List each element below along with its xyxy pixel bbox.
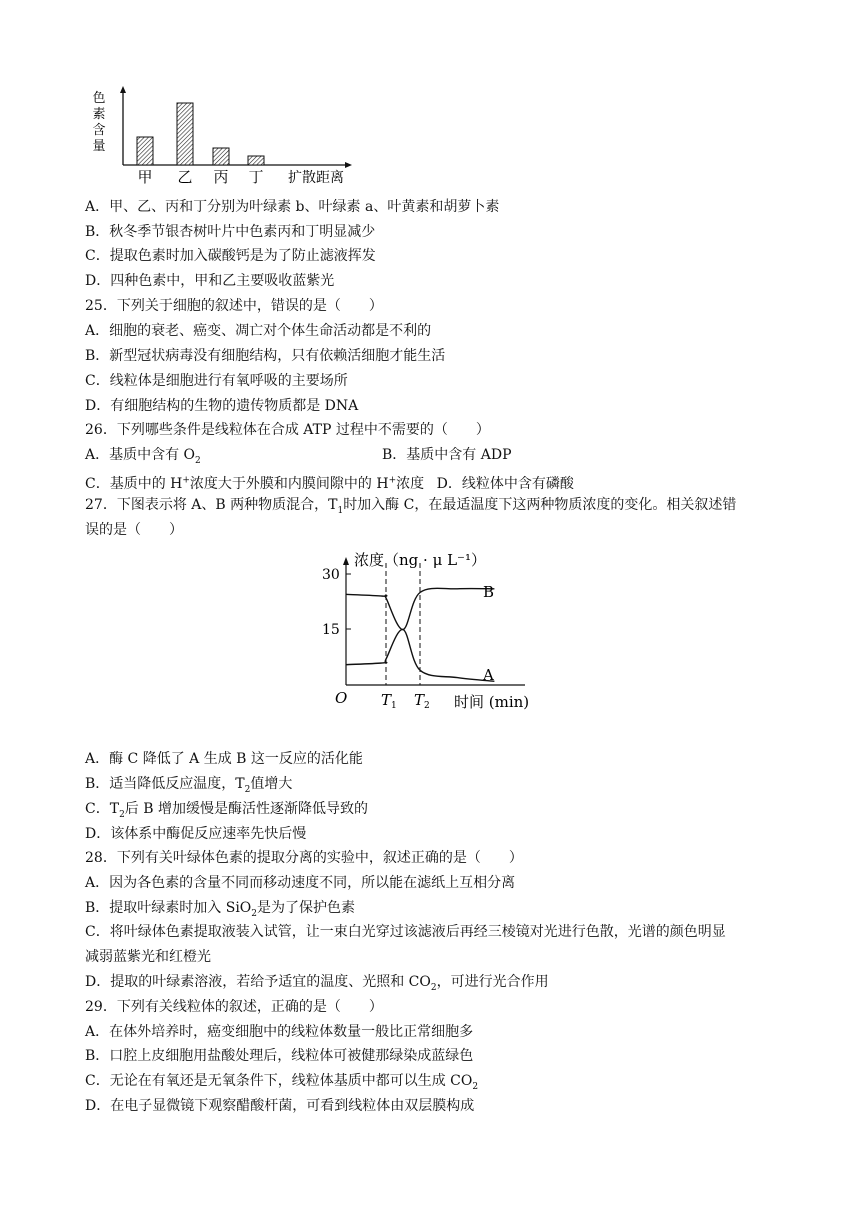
q26-stem: 26．下列哪些条件是线粒体在合成 ATP 过程中不需要的（ ） xyxy=(85,422,490,438)
t1-label: $T_1$ xyxy=(381,691,397,711)
q28-option-c-line2: 减弱蓝紫光和红橙光 xyxy=(85,949,211,965)
q27-option-a: A．酶 C 降低了 A 生成 B 这一反应的活化能 xyxy=(85,751,363,767)
q27-stem-line1: 27．下图表示将 A、B 两种物质混合，$T_1$时加入酶 C，在最适温度下这两种物质浓度的变化。相关叙述错 xyxy=(85,497,737,516)
series-a-label: A xyxy=(483,666,494,684)
q26-options-ab xyxy=(85,445,512,471)
y-axis-label-char: 量 xyxy=(92,139,106,154)
category-labels xyxy=(137,168,263,185)
q26-option-b: B．基质中含有 ADP xyxy=(382,447,512,463)
origin-label: O xyxy=(335,689,348,707)
y-axis-arrow xyxy=(120,86,126,93)
q29-option-a: A．在体外培养时，癌变细胞中的线粒体数量一般比正常细胞多 xyxy=(85,1024,474,1040)
series-b-label: B xyxy=(483,583,495,601)
bar-乙 xyxy=(177,103,193,165)
y-axis-label-char: 色 xyxy=(92,91,106,106)
category-label: 乙 xyxy=(177,168,193,185)
q24-option-b: B．秋冬季节银杏树叶片中色素丙和丁明显减少 xyxy=(85,224,376,240)
bars-group xyxy=(137,103,264,165)
q24-option-a: A．甲、乙、丙和丁分别为叶绿素 b、叶绿素 a、叶黄素和胡萝卜素 xyxy=(85,199,500,215)
q28-option-c-line1: C．将叶绿体色素提取液装入试管，让一束白光穿过该滤液后再经三棱镜对光进行色散，光谱的颜色明显 xyxy=(85,924,726,940)
q28-option-d: D．提取的叶绿素溶液，若给予适宜的温度、光照和 $CO_2$，可进行光合作用 xyxy=(85,974,549,993)
q25-option-d: D．有细胞结构的生物的遗传物质都是 DNA xyxy=(85,398,359,414)
x-axis-arrow xyxy=(345,162,352,168)
q29-option-c: C．无论在有氧还是无氧条件下，线粒体基质中都可以生成 $CO_2$ xyxy=(85,1073,479,1092)
q27-option-d: D．该体系中酶促反应速率先快后慢 xyxy=(85,826,307,842)
q26-options-cd xyxy=(85,470,574,494)
bar-甲 xyxy=(137,137,153,165)
category-label: 甲 xyxy=(137,168,153,185)
category-label: 丙 xyxy=(213,168,229,185)
q25-stem: 25．下列关于细胞的叙述中，错误的是（ ） xyxy=(85,298,383,314)
q26-option-c: C．基质中的 H+浓度大于外膜和内膜间隙中的 H+浓度 xyxy=(85,475,425,492)
y-axis-label-char: 素 xyxy=(92,107,106,122)
x-axis-title: 时间 (min) xyxy=(454,693,530,711)
q29-option-d: D．在电子显微镜下观察醋酸杆菌，可看到线粒体由双层膜构成 xyxy=(85,1098,475,1114)
y-tick-15-label: 15 xyxy=(322,622,340,638)
bar-丁 xyxy=(248,156,264,165)
q27-option-b: B．适当降低反应温度，$T_2$值增大 xyxy=(85,776,293,795)
q25-option-c: C．线粒体是细胞进行有氧呼吸的主要场所 xyxy=(85,373,348,389)
q28-stem: 28．下列有关叶绿体色素的提取分离的实验中，叙述正确的是（ ） xyxy=(85,850,523,866)
q27-stem-line2: 误的是（ ） xyxy=(85,522,183,538)
q25-option-a: A．细胞的衰老、癌变、凋亡对个体生命活动都是不利的 xyxy=(85,323,432,339)
x-axis-label: 扩散距离 xyxy=(288,170,344,185)
y-tick-30-label: 30 xyxy=(322,567,340,583)
category-label: 丁 xyxy=(248,168,264,185)
q25-option-b: B．新型冠状病毒没有细胞结构，只有依赖活细胞才能生活 xyxy=(85,348,446,364)
q26-option-a: A．基质中含有 $O_2$ xyxy=(85,447,201,466)
t2-label: $T_2$ xyxy=(414,691,430,711)
q28-option-a: A．因为各色素的含量不同而移动速度不同，所以能在滤纸上互相分离 xyxy=(85,875,516,891)
q26-option-d: D．线粒体中含有磷酸 xyxy=(436,475,574,492)
q24-option-c: C．提取色素时加入碳酸钙是为了防止滤液挥发 xyxy=(85,248,376,264)
y-axis-label-char: 含 xyxy=(92,123,106,138)
concentration-line-chart xyxy=(320,543,550,718)
y-axis-arrow xyxy=(343,557,349,565)
y-axis-title: 浓度（ng · μ L⁻¹） xyxy=(354,551,486,569)
q29-stem: 29．下列有关线粒体的叙述，正确的是（ ） xyxy=(85,999,383,1015)
q27-option-c: C．$T_2$后 B 增加缓慢是酶活性逐渐降低导致的 xyxy=(85,801,368,820)
bar-丙 xyxy=(213,148,229,165)
q28-option-b: B．提取叶绿素时加入 SiO$_2$是为了保护色素 xyxy=(85,900,356,919)
pigment-bar-chart xyxy=(90,85,375,185)
q29-option-b: B．口腔上皮细胞用盐酸处理后，线粒体可被健那绿染成蓝绿色 xyxy=(85,1048,474,1064)
q24-option-d: D．四种色素中，甲和乙主要吸收蓝紫光 xyxy=(85,273,335,289)
